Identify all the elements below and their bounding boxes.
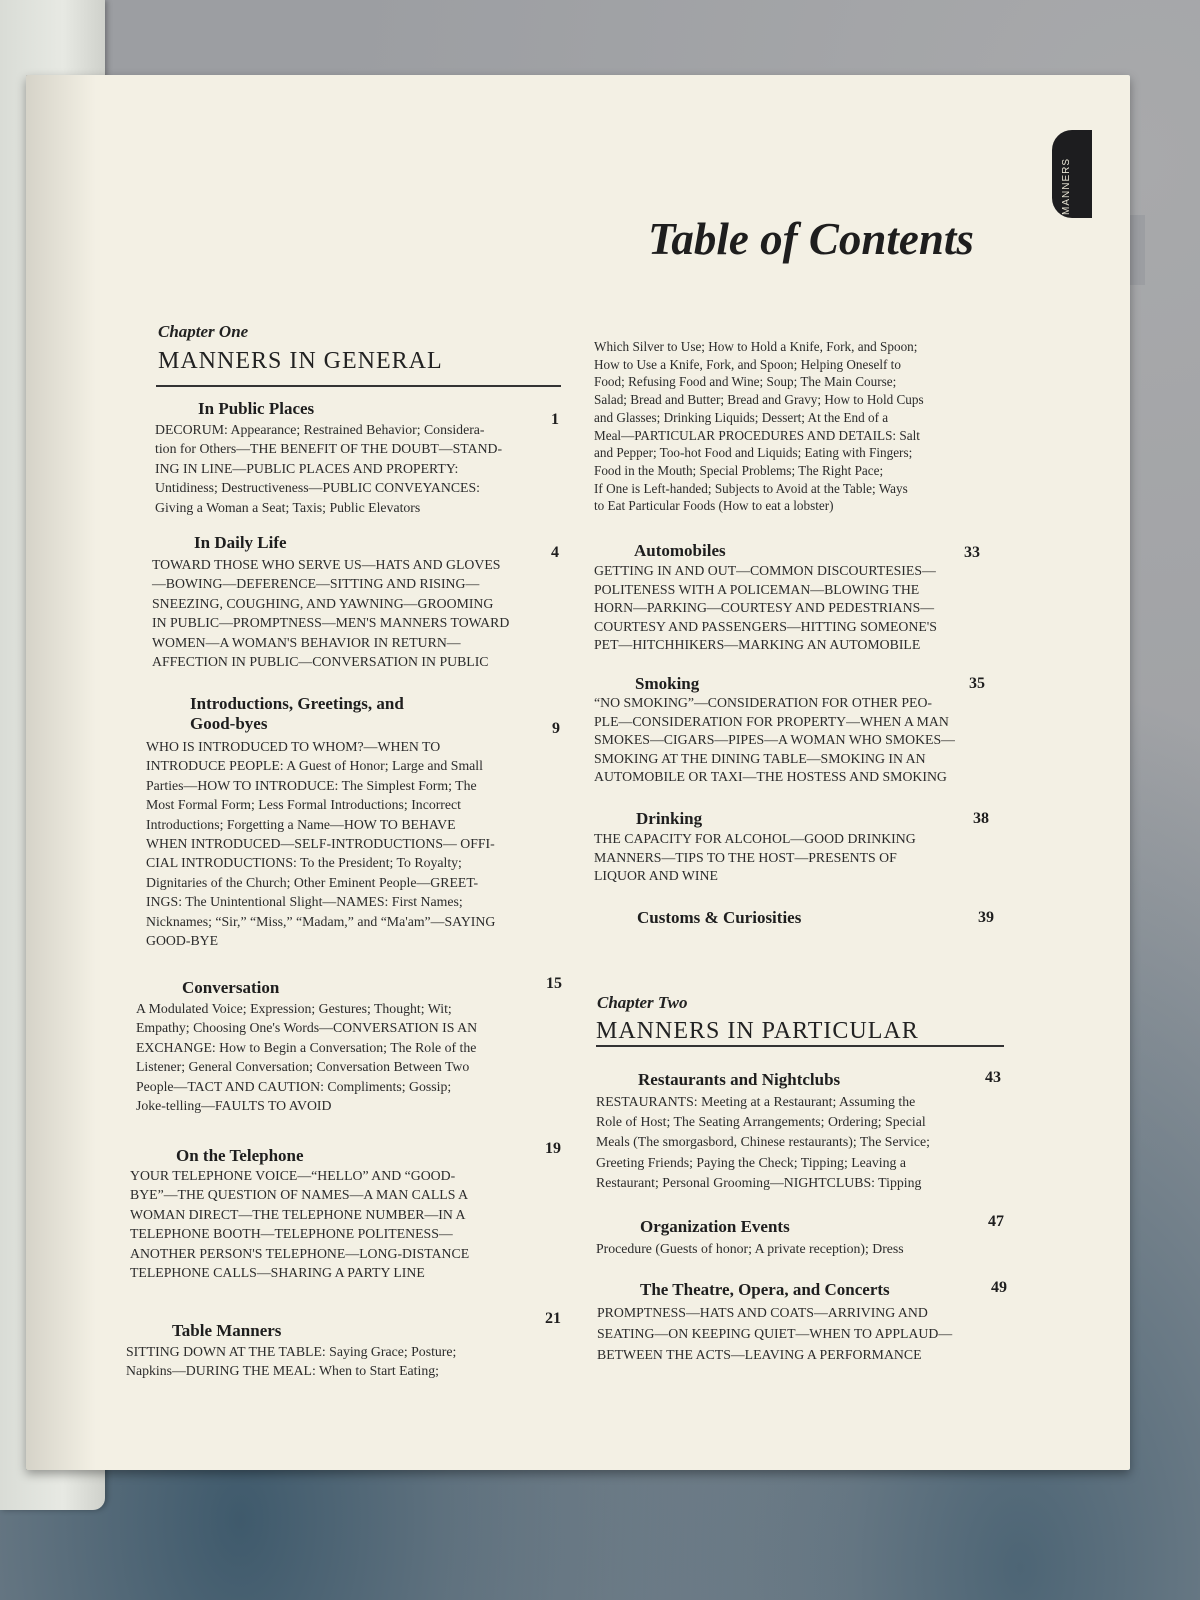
thumb-index-tab xyxy=(1052,130,1092,218)
page-number: 9 xyxy=(552,720,560,737)
toc-line: Nicknames; “Sir,” “Miss,” “Madam,” and “Ma'am”—SAYING xyxy=(146,913,496,929)
toc-line: AFFECTION IN PUBLIC—CONVERSATION IN PUBLIC xyxy=(152,654,489,670)
toc-line: GOOD-BYE xyxy=(146,933,219,949)
toc-line: PET—HITCHHIKERS—MARKING AN AUTOMOBILE xyxy=(594,637,921,652)
toc-line: Parties—HOW TO INTRODUCE: The Simplest Form; The xyxy=(146,777,477,793)
toc-line: People—TACT AND CAUTION: Compliments; Gossip; xyxy=(136,1078,452,1094)
page-number: 47 xyxy=(988,1213,1004,1230)
toc-line: to Eat Particular Foods (How to eat a lobster) xyxy=(594,498,834,514)
section-heading: In Daily Life xyxy=(194,533,287,552)
section-body xyxy=(136,999,477,1115)
toc-line: Procedure (Guests of honor; A private reception); Dress xyxy=(596,1241,904,1256)
section-body xyxy=(597,1302,952,1365)
toc-line: THE CAPACITY FOR ALCOHOL—GOOD DRINKING xyxy=(594,831,916,846)
toc-line: WOMEN—A WOMAN'S BEHAVIOR IN RETURN— xyxy=(152,634,461,650)
toc-line: INGS: The Unintentional Slight—NAMES: First Names; xyxy=(146,894,463,910)
page-number: 39 xyxy=(978,909,994,926)
toc-line: RESTAURANTS: Meeting at a Restaurant; Assuming the xyxy=(596,1094,916,1109)
toc-line: Listener; General Conversation; Conversation Between Two xyxy=(136,1059,470,1075)
toc-line: Food in the Mouth; Special Problems; The Right Pace; xyxy=(594,462,884,478)
section-body xyxy=(596,1092,930,1193)
toc-line: CIAL INTRODUCTIONS: To the President; To Royalty; xyxy=(146,855,462,871)
toc-line: and Pepper; Too-hot Food and Liquids; Eating with Fingers; xyxy=(594,445,913,461)
toc-line: PLE—CONSIDERATION FOR PROPERTY—WHEN A MAN xyxy=(594,713,949,729)
toc-line: If One is Left-handed; Subjects to Avoid at the Table; Ways xyxy=(594,480,908,496)
toc-line: DECORUM: Appearance; Restrained Behavior; Considera- xyxy=(155,422,485,437)
toc-line: Untidiness; Destructiveness—PUBLIC CONVEYANCES: xyxy=(155,480,480,496)
toc-line: Meals (The smorgasbord, Chinese restaurants); The Service; xyxy=(596,1134,930,1150)
thumb-index-label: MANNERS xyxy=(1061,157,1072,215)
section-body xyxy=(596,1239,904,1258)
toc-line: SEATING—ON KEEPING QUIET—WHEN TO APPLAUD— xyxy=(597,1326,953,1341)
section-heading: Restaurants and Nightclubs xyxy=(638,1070,841,1089)
toc-line: YOUR TELEPHONE VOICE—“HELLO” AND “GOOD- xyxy=(130,1168,456,1183)
toc-line: SNEEZING, COUGHING, AND YAWNING—GROOMING xyxy=(152,595,494,611)
toc-line: LIQUOR AND WINE xyxy=(594,868,718,883)
chapter-one-title: MANNERS IN GENERAL xyxy=(158,348,443,374)
toc-line: PROMPTNESS—HATS AND COATS—ARRIVING AND xyxy=(597,1305,928,1320)
toc-line: TOWARD THOSE WHO SERVE US—HATS AND GLOVES xyxy=(152,557,501,572)
toc-line: BYE”—THE QUESTION OF NAMES—A MAN CALLS A xyxy=(130,1187,469,1203)
section-heading: In Public Places xyxy=(198,399,315,418)
page-gutter-shadow xyxy=(26,75,96,1470)
toc-line: Meal—PARTICULAR PROCEDURES AND DETAILS: Salt xyxy=(594,427,920,443)
section-heading: Organization Events xyxy=(640,1217,790,1236)
toc-line: Food; Refusing Food and Wine; Soup; The Main Course; xyxy=(594,374,897,390)
section-heading: Automobiles xyxy=(634,541,726,560)
toc-line: and Glasses; Drinking Liquids; Dessert; At the End of a xyxy=(594,409,889,425)
page-title: Table of Contents xyxy=(648,214,974,264)
section-heading: Customs & Curiosities xyxy=(637,908,802,927)
page-number: 1 xyxy=(551,411,559,428)
toc-line: IN PUBLIC—PROMPTNESS—MEN'S MANNERS TOWARD xyxy=(152,615,510,631)
section-body xyxy=(155,420,502,517)
toc-line: BETWEEN THE ACTS—LEAVING A PERFORMANCE xyxy=(597,1347,922,1362)
toc-line: SMOKES—CIGARS—PIPES—A WOMAN WHO SMOKES— xyxy=(594,732,955,747)
toc-line: GETTING IN AND OUT—COMMON DISCOURTESIES— xyxy=(594,563,936,578)
toc-line: AUTOMOBILE OR TAXI—THE HOSTESS AND SMOKING xyxy=(594,769,947,784)
chapter-one-rule xyxy=(156,385,561,387)
toc-line: Empathy; Choosing One's Words—CONVERSATION IS AN xyxy=(136,1020,478,1036)
toc-line: Salad; Bread and Butter; Bread and Gravy; How to Hold Cups xyxy=(594,392,924,408)
toc-line: HORN—PARKING—COURTESY AND PEDESTRIANS— xyxy=(594,600,935,615)
toc-line: Joke-telling—FAULTS TO AVOID xyxy=(136,1098,332,1114)
page-number: 4 xyxy=(551,544,559,561)
toc-line: Greeting Friends; Paying the Check; Tipping; Leaving a xyxy=(596,1154,907,1170)
section-body xyxy=(152,555,509,671)
toc-line: Role of Host; The Seating Arrangements; Ordering; Special xyxy=(596,1114,926,1130)
toc-line: WHEN INTRODUCED—SELF-INTRODUCTIONS— OFFI- xyxy=(146,836,495,852)
toc-line: Restaurant; Personal Grooming—NIGHTCLUBS: Tipping xyxy=(596,1174,922,1190)
toc-line: Most Formal Form; Less Formal Introductions; Incorrect xyxy=(146,797,461,813)
toc-line: Dignitaries of the Church; Other Eminent People—GREET- xyxy=(146,874,479,890)
toc-line: tion for Others—THE BENEFIT OF THE DOUBT—STAND- xyxy=(155,441,503,457)
toc-line: TELEPHONE CALLS—SHARING A PARTY LINE xyxy=(130,1265,425,1281)
page-number: 19 xyxy=(545,1140,561,1157)
toc-line: A Modulated Voice; Expression; Gestures; Thought; Wit; xyxy=(136,1001,452,1016)
toc-line: Napkins—DURING THE MEAL: When to Start Eating; xyxy=(126,1363,439,1379)
toc-line: ANOTHER PERSON'S TELEPHONE—LONG-DISTANCE xyxy=(130,1245,470,1261)
toc-line: COURTESY AND PASSENGERS—HITTING SOMEONE'S xyxy=(594,618,937,634)
section-heading-continued: Good-byes xyxy=(190,714,268,733)
toc-line: How to Use a Knife, Fork, and Spoon; Helping Oneself to xyxy=(594,356,901,372)
page-number: 43 xyxy=(985,1069,1001,1086)
page-number: 15 xyxy=(546,975,562,992)
toc-line: SITTING DOWN AT THE TABLE: Saying Grace; Posture; xyxy=(126,1344,457,1359)
section-body xyxy=(130,1166,469,1282)
chapter-two-title: MANNERS IN PARTICULAR xyxy=(596,1018,919,1044)
toc-line: WHO IS INTRODUCED TO WHOM?—WHEN TO xyxy=(146,739,441,754)
section-body xyxy=(126,1342,456,1381)
section-body xyxy=(146,737,495,950)
page-number: 33 xyxy=(964,544,980,561)
chapter-two-rule xyxy=(596,1045,1004,1047)
toc-line: Which Silver to Use; How to Hold a Knife, Fork, and Spoon; xyxy=(594,339,918,354)
section-heading: Table Manners xyxy=(172,1321,282,1340)
toc-line: SMOKING AT THE DINING TABLE—SMOKING IN AN xyxy=(594,750,926,766)
section-body xyxy=(594,562,937,655)
toc-line: EXCHANGE: How to Begin a Conversation; The Role of the xyxy=(136,1039,477,1055)
section-heading: Smoking xyxy=(635,674,700,693)
toc-line: TELEPHONE BOOTH—TELEPHONE POLITENESS— xyxy=(130,1226,453,1242)
section-heading: On the Telephone xyxy=(176,1146,304,1165)
page-number: 38 xyxy=(973,810,989,827)
chapter-two-label: Chapter Two xyxy=(597,993,688,1012)
section-heading: Conversation xyxy=(182,978,280,997)
toc-line: —BOWING—DEFERENCE—SITTING AND RISING— xyxy=(152,576,480,592)
toc-line: ING IN LINE—PUBLIC PLACES AND PROPERTY: xyxy=(155,460,459,476)
section-body xyxy=(594,694,955,787)
section-heading: Introductions, Greetings, and xyxy=(190,694,404,713)
toc-line: “NO SMOKING”—CONSIDERATION FOR OTHER PEO- xyxy=(594,695,933,710)
chapter-one-label: Chapter One xyxy=(158,322,249,341)
page-number: 21 xyxy=(545,1310,561,1327)
toc-line: MANNERS—TIPS TO THE HOST—PRESENTS OF xyxy=(594,849,897,865)
toc-line: INTRODUCE PEOPLE: A Guest of Honor; Large and Small xyxy=(146,758,483,774)
section-body xyxy=(594,830,916,886)
toc-line: Introductions; Forgetting a Name—HOW TO BEHAVE xyxy=(146,816,456,832)
toc-line: WOMAN DIRECT—THE TELEPHONE NUMBER—IN A xyxy=(130,1206,466,1222)
toc-line: POLITENESS WITH A POLICEMAN—BLOWING THE xyxy=(594,581,920,597)
section-body xyxy=(594,338,924,515)
page-number: 35 xyxy=(969,675,985,692)
section-heading: Drinking xyxy=(636,809,703,828)
section-heading: The Theatre, Opera, and Concerts xyxy=(640,1280,890,1299)
toc-line: Giving a Woman a Seat; Taxis; Public Elevators xyxy=(155,499,421,515)
page-number: 49 xyxy=(991,1279,1007,1296)
